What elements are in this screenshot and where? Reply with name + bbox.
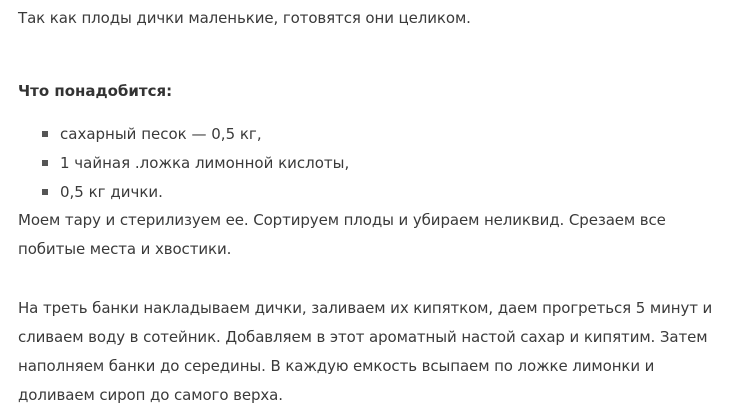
ingredients-heading: Что понадобится:	[18, 82, 173, 100]
square-bullet-icon	[42, 160, 48, 166]
list-item-text: сахарный песок — 0,5 кг,	[60, 125, 262, 143]
step-paragraph-2: На треть банки накладываем дички, заливаем их кипятком, даем прогреться 5 минут и сливаем воду в сотейник. Добавляем в этот ароматный настой сахар и кипятим. Затем наполняем банки до середины. В каждую емкость всыпаем по ложке лимонки и доливаем сироп до самого верха.	[18, 299, 713, 404]
list-item	[18, 178, 349, 207]
square-bullet-icon	[42, 189, 48, 195]
ingredients-list	[18, 120, 349, 207]
step-paragraph-1: Моем тару и стерилизуем ее. Сортируем плоды и убираем неликвид. Срезаем все побитые места и хвостики.	[18, 211, 666, 258]
intro-paragraph: Так как плоды дички маленькие, готовятся они целиком.	[18, 9, 471, 27]
list-item-text: 0,5 кг дички.	[60, 183, 163, 201]
square-bullet-icon	[42, 131, 48, 137]
list-item	[18, 149, 349, 178]
list-item-text: 1 чайная .ложка лимонной кислоты,	[60, 154, 350, 172]
list-item	[18, 120, 349, 149]
